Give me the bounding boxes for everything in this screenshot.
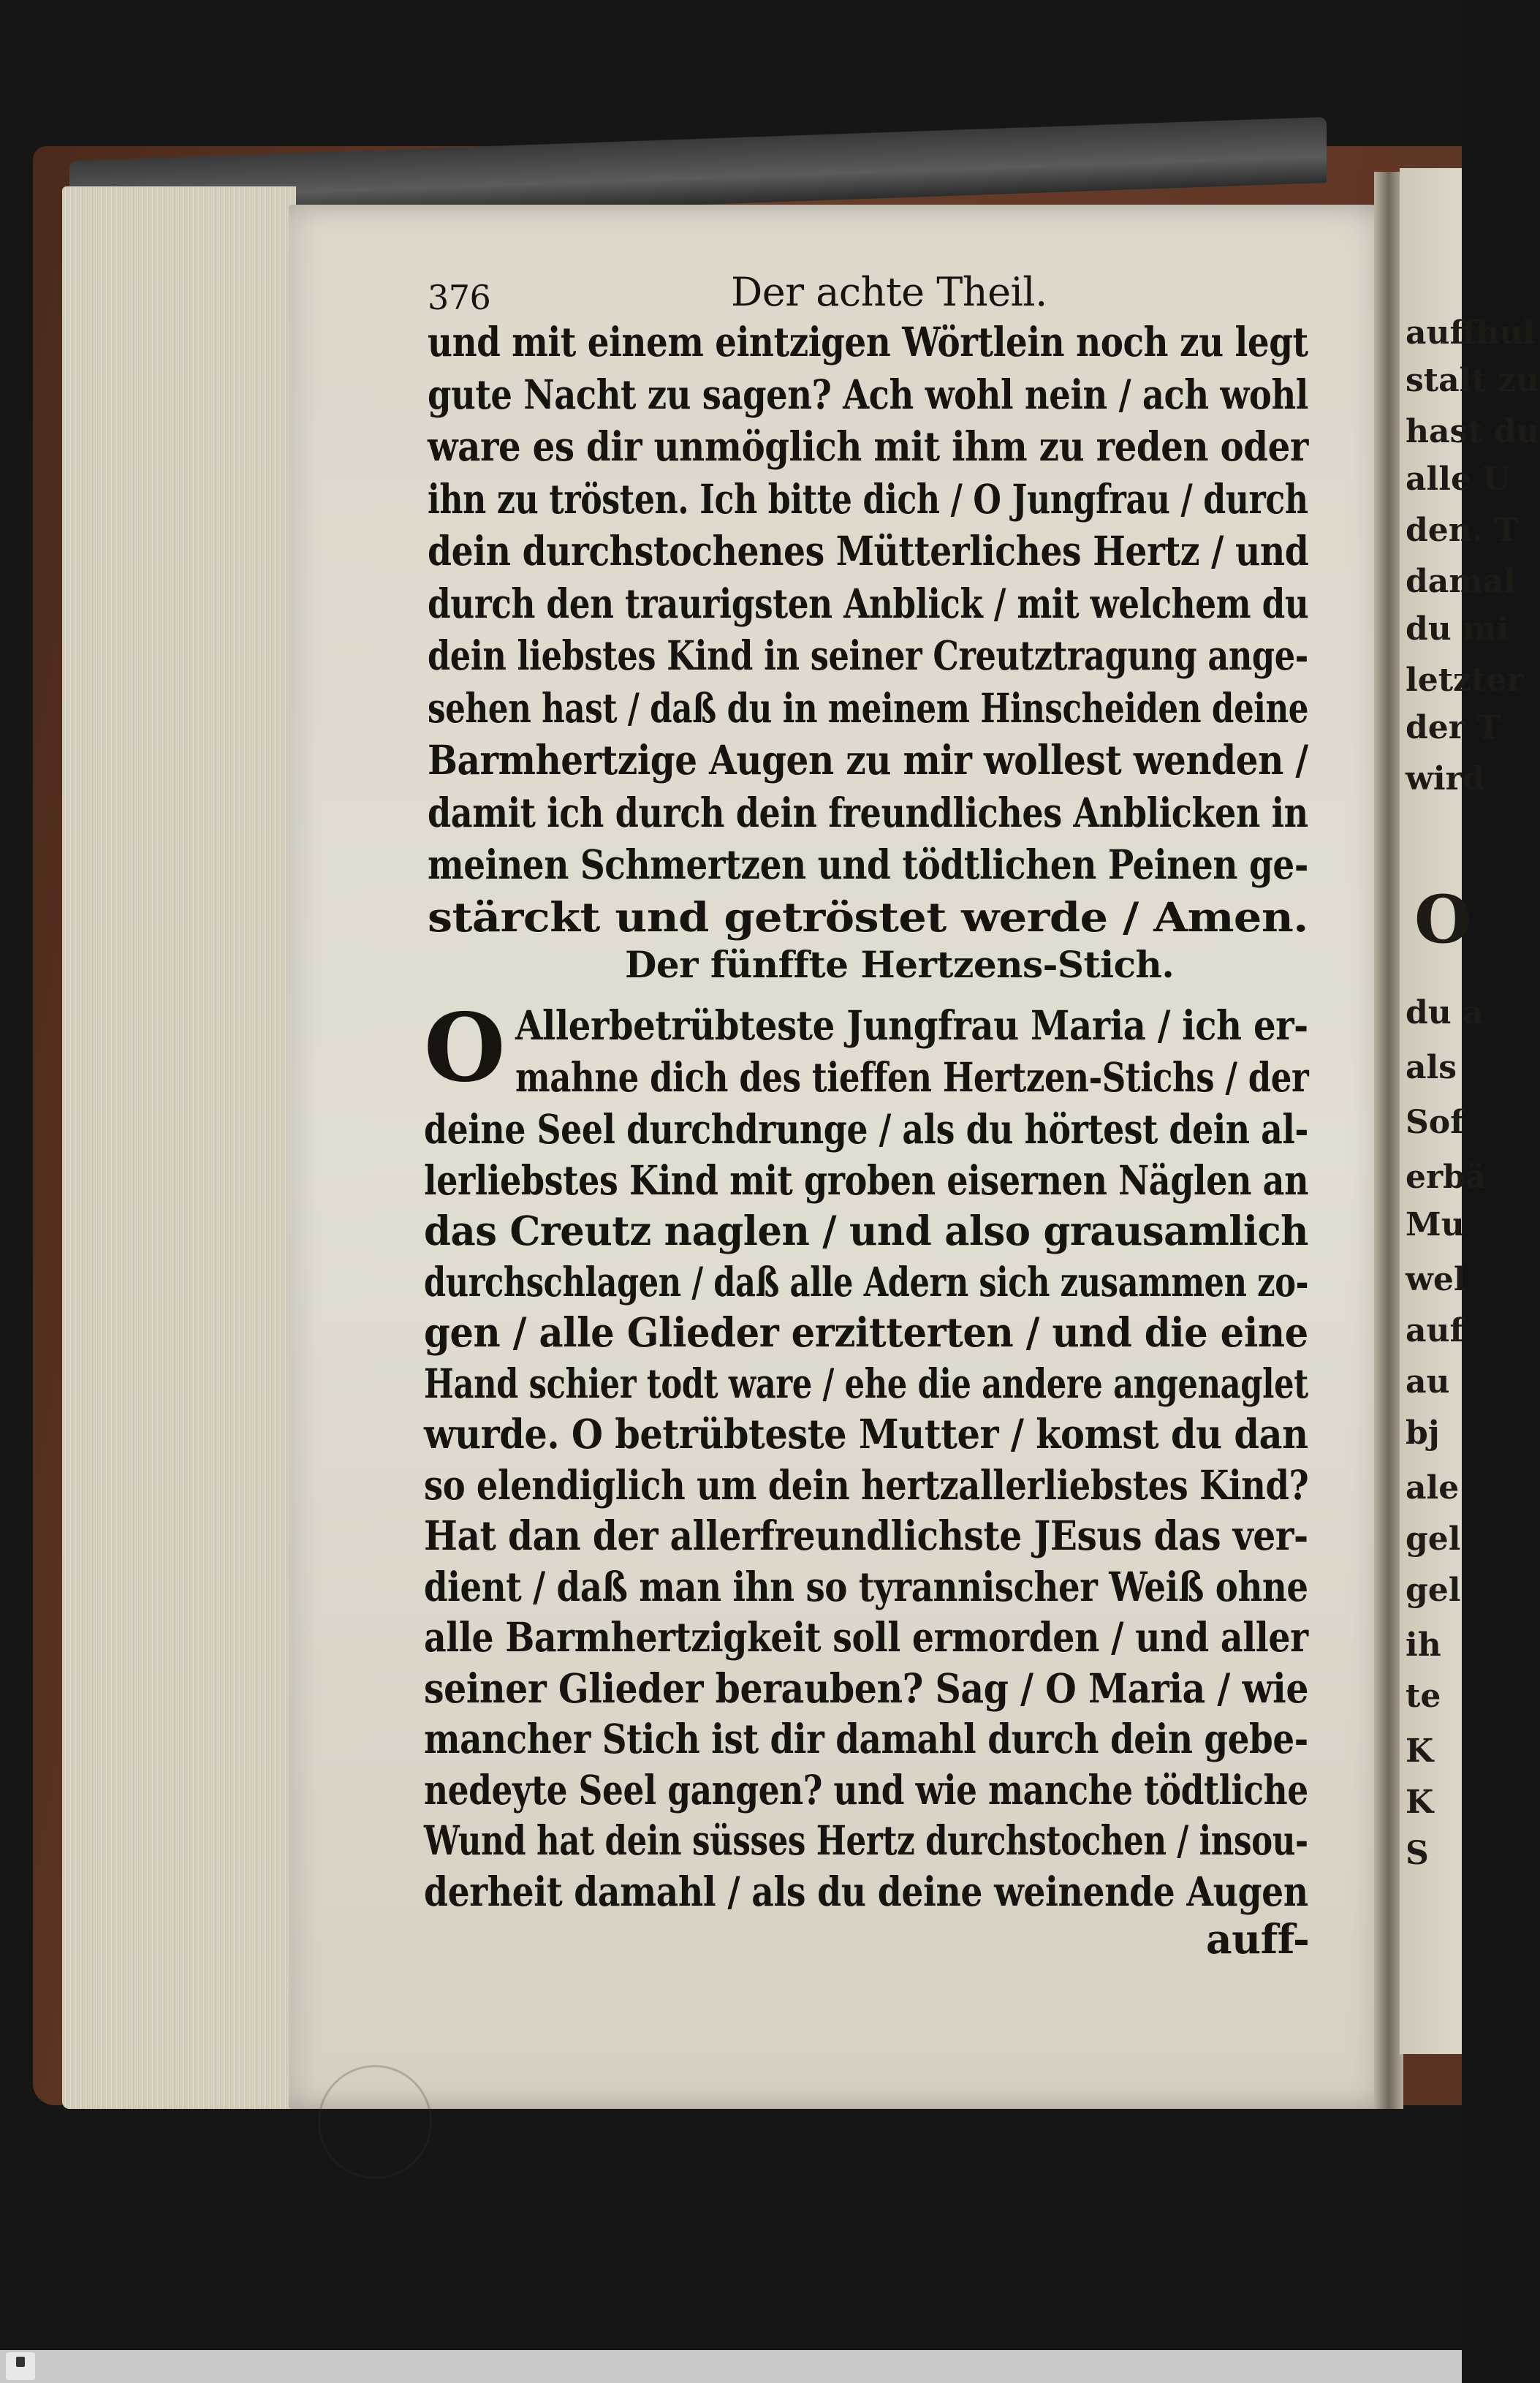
- text-line-a-9: Barmhertzige Augen zu mir wollest wenden /: [428, 736, 1308, 784]
- facing-page-fragment-9: der T: [1406, 709, 1501, 746]
- text-line-a-5: dein durchstochenes Mütterliches Hertz / und: [428, 527, 1309, 575]
- text-line-b-9: Hat dan der allerfreundlichste JEsus das ver-: [424, 1512, 1308, 1559]
- text-line-b-6: Hand schier todt ware / ehe die andere angenaglet: [424, 1359, 1308, 1407]
- text-line-a-7: dein liebstes Kind in seiner Creutztragung ange-: [428, 632, 1308, 679]
- text-line-a-8: sehen hast / daß du in meinem Hinscheiden deine: [428, 683, 1309, 732]
- text-line-b-indent-2: mahne dich des tieffen Hertzen-Stichs / der: [515, 1053, 1309, 1101]
- library-stamp: [318, 2065, 432, 2179]
- text-line-b-8: so elendiglich um dein hertzallerliebstes Kind?: [424, 1461, 1309, 1509]
- text-line-b-indent-1: Allerbetrübteste Jungfrau Maria / ich er-: [515, 1001, 1308, 1049]
- facing-page-fragment-20: bj: [1406, 1414, 1440, 1452]
- facing-page-fragment-17: wel: [1406, 1261, 1466, 1298]
- text-line-a-12: stärckt und getröstet werde / Amen.: [428, 893, 1308, 941]
- facing-page-fragment-19: au: [1406, 1363, 1450, 1401]
- library-logo-icon: [6, 2352, 35, 2380]
- facing-page-fragment-25: te: [1406, 1678, 1441, 1715]
- text-line-b-2: lerliebstes Kind mit groben eisernen Näglen an: [424, 1156, 1309, 1204]
- text-line-b-12: seiner Glieder berauben? Sag / O Maria / wie: [424, 1664, 1309, 1712]
- page-edges-stack: [62, 186, 296, 2109]
- facing-page-fragment-7: du mi: [1406, 610, 1509, 648]
- text-line-b-14: nedeyte Seel gangen? und wie manche tödtliche: [424, 1765, 1308, 1814]
- book-page-right-partial: [1400, 168, 1540, 2054]
- facing-page-fragment-8: letzter: [1406, 662, 1524, 699]
- facing-page-fragment-10: wird: [1406, 760, 1485, 798]
- facing-page-fragment-23: gel: [1406, 1572, 1461, 1609]
- text-line-b-5: gen / alle Glieder erzitterten / und die eine: [424, 1308, 1308, 1356]
- text-line-b-1: deine Seel durchdrunge / als du hörtest dein al-: [424, 1105, 1308, 1153]
- text-line-a-6: durch den traurigsten Anblick / mit welchem du: [428, 579, 1309, 627]
- facing-page-fragment-11: O: [1414, 881, 1472, 958]
- facing-page-fragment-6: damal: [1406, 563, 1517, 600]
- text-line-b-10: dient / daß man ihn so tyrannischer Weiß ohne: [424, 1562, 1308, 1610]
- text-line-a-4: ihn zu trösten. Ich bitte dich / O Jungfrau / durch: [428, 474, 1308, 523]
- facing-page-fragment-3: hast du: [1406, 413, 1540, 450]
- text-line-b-7: wurde. O betrübteste Mutter / komst du dan: [424, 1410, 1308, 1458]
- facing-page-fragment-18: auf: [1406, 1312, 1464, 1349]
- drop-initial: O: [424, 993, 506, 1103]
- facing-page-fragment-1: auffhul: [1406, 314, 1536, 352]
- text-line-b-4: durchschlagen / daß alle Adern sich zusammen zo-: [424, 1257, 1309, 1306]
- book-gutter: [1374, 172, 1403, 2109]
- text-line-b-16: derheit damahl / als du deine weinende Augen: [424, 1867, 1308, 1915]
- facing-page-fragment-21: ale: [1406, 1469, 1460, 1507]
- section-heading: Der fünffte Hertzens-Stich.: [625, 943, 1175, 986]
- running-head: Der achte Theil.: [731, 269, 1047, 315]
- text-line-a-2: gute Nacht zu sagen? Ach wohl nein / ach wohl: [428, 370, 1308, 418]
- facing-page-fragment-15: erbä: [1406, 1159, 1487, 1196]
- text-line-a-10: damit ich durch dein freundliches Anblicken in: [428, 788, 1308, 836]
- viewer-bottom-bar: [0, 2350, 1462, 2383]
- facing-page-fragment-2: stalt zu: [1406, 362, 1539, 399]
- facing-page-fragment-5: den. T: [1406, 512, 1519, 549]
- facing-page-fragment-13: als: [1406, 1049, 1457, 1086]
- facing-page-fragment-28: S: [1406, 1835, 1429, 1872]
- text-line-a-3: ware es dir unmöglich mit ihm zu reden oder: [428, 423, 1308, 470]
- text-line-b-15: Wund hat dein süsses Hertz durchstochen / insou-: [424, 1816, 1308, 1864]
- text-line-a-11: meinen Schmertzen und tödtlichen Peinen ge-: [428, 841, 1308, 888]
- text-line-b-3: das Creutz naglen / und also grausamlich: [424, 1207, 1309, 1254]
- facing-page-fragment-4: alle U: [1406, 461, 1511, 498]
- facing-page-fragment-16: Mu: [1406, 1206, 1465, 1243]
- facing-page-fragment-14: Sof: [1406, 1104, 1465, 1141]
- facing-page-fragment-12: du a: [1406, 994, 1484, 1031]
- text-line-b-11: alle Barmhertzigkeit soll ermorden / und aller: [424, 1613, 1308, 1661]
- facing-page-fragment-24: ih: [1406, 1626, 1441, 1664]
- text-line-b-13: mancher Stich ist dir damahl durch dein gebe-: [424, 1715, 1308, 1762]
- facing-page-fragment-26: K: [1406, 1732, 1434, 1770]
- catchword: auff-: [1206, 1915, 1310, 1963]
- page-number: 376: [428, 278, 491, 317]
- facing-page-fragment-27: K: [1406, 1784, 1434, 1821]
- facing-page-fragment-22: gel: [1406, 1520, 1461, 1558]
- text-line-a-1: und mit einem eintzigen Wörtlein noch zu legt: [428, 318, 1308, 365]
